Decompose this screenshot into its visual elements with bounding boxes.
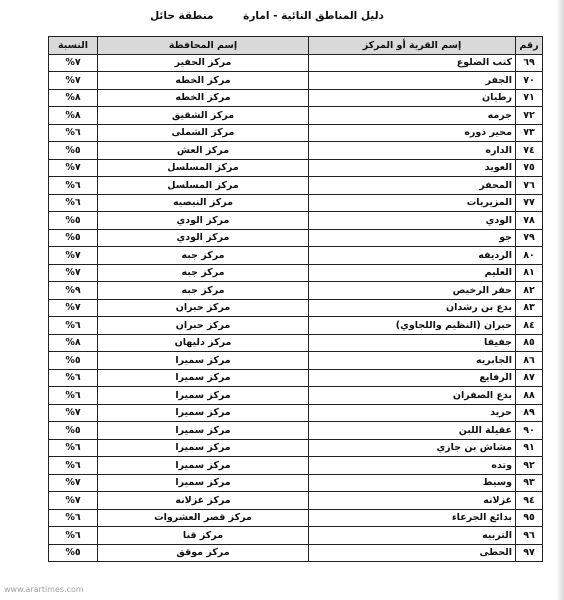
- table-header-row: [49, 37, 543, 55]
- governorate-cell: مركز المسلسل: [98, 159, 309, 177]
- row-number-cell: ٩٣: [516, 474, 543, 492]
- row-number-cell: ٩٢: [516, 457, 543, 475]
- village-name-cell: الودي: [309, 212, 516, 230]
- percentage-cell: %٥: [49, 422, 98, 440]
- percentage-cell: %٦: [49, 124, 98, 142]
- row-number-cell: ٨١: [516, 264, 543, 282]
- percentage-cell: %٧: [49, 492, 98, 510]
- percentage-cell: %٧: [49, 299, 98, 317]
- village-name-cell: جفيفا: [309, 334, 516, 352]
- village-name-cell: حفر الرخيص: [309, 282, 516, 300]
- row-number-cell: ٧٣: [516, 124, 543, 142]
- remote-areas-table: [48, 36, 543, 562]
- row-number-cell: ٩١: [516, 439, 543, 457]
- row-number-cell: ٩٠: [516, 422, 543, 440]
- table-row: [49, 404, 543, 422]
- governorate-cell: مركز سميرا: [98, 387, 309, 405]
- row-number-cell: ٧٤: [516, 142, 543, 160]
- percentage-cell: %٦: [49, 387, 98, 405]
- percentage-cell: %٧: [49, 54, 98, 72]
- governorate-cell: مركز سميرا: [98, 474, 309, 492]
- village-name-cell: مشاش بن جازي: [309, 439, 516, 457]
- table-row: [49, 369, 543, 387]
- percentage-cell: %٦: [49, 317, 98, 335]
- percentage-cell: %٧: [49, 404, 98, 422]
- village-name-cell: كتب الضلوع: [309, 54, 516, 72]
- row-number-cell: ٨٨: [516, 387, 543, 405]
- governorate-cell: مركز دليهان: [98, 334, 309, 352]
- percentage-cell: %٦: [49, 194, 98, 212]
- governorate-cell: مركز سميرا: [98, 457, 309, 475]
- percentage-cell: %٥: [49, 352, 98, 370]
- table-row: [49, 527, 543, 545]
- column-header-percentage: النسبة: [49, 37, 98, 55]
- percentage-cell: %٦: [49, 509, 98, 527]
- table-row: [49, 509, 543, 527]
- table-row: [49, 124, 543, 142]
- governorate-cell: مركز الخطه: [98, 89, 309, 107]
- governorate-cell: مركز العش: [98, 142, 309, 160]
- percentage-cell: %٥: [49, 142, 98, 160]
- row-number-cell: ٨٢: [516, 282, 543, 300]
- row-number-cell: ٧٨: [516, 212, 543, 230]
- village-name-cell: محير ذوره: [309, 124, 516, 142]
- percentage-cell: %٧: [49, 247, 98, 265]
- row-number-cell: ٨٦: [516, 352, 543, 370]
- row-number-cell: ٧٠: [516, 72, 543, 90]
- village-name-cell: رطيان: [309, 89, 516, 107]
- column-header-village: إسم القرية أو المركز: [309, 37, 516, 55]
- table-row: [49, 54, 543, 72]
- village-name-cell: الداره: [309, 142, 516, 160]
- row-number-cell: ٧٥: [516, 159, 543, 177]
- governorate-cell: مركز غزلانه: [98, 492, 309, 510]
- row-number-cell: ٨٥: [516, 334, 543, 352]
- row-number-cell: ٩٥: [516, 509, 543, 527]
- village-name-cell: بدائع الجرعاء: [309, 509, 516, 527]
- village-name-cell: الحطى: [309, 544, 516, 562]
- governorate-cell: مركز جبه: [98, 282, 309, 300]
- governorate-cell: مركز سميرا: [98, 422, 309, 440]
- table-row: [49, 299, 543, 317]
- table-row: [49, 229, 543, 247]
- percentage-cell: %٦: [49, 369, 98, 387]
- village-name-cell: عقيلة اللبن: [309, 422, 516, 440]
- table-row: [49, 492, 543, 510]
- table-row: [49, 352, 543, 370]
- row-number-cell: ٨٧: [516, 369, 543, 387]
- village-name-cell: جو: [309, 229, 516, 247]
- percentage-cell: %٨: [49, 89, 98, 107]
- governorate-cell: مركز جبه: [98, 264, 309, 282]
- governorate-cell: مركز الودي: [98, 229, 309, 247]
- table-row: [49, 439, 543, 457]
- table-row: [49, 544, 543, 562]
- table-row: [49, 457, 543, 475]
- table-row: [49, 247, 543, 265]
- row-number-cell: ٧٧: [516, 194, 543, 212]
- percentage-cell: %٨: [49, 334, 98, 352]
- scan-edge-shadow: [556, 0, 564, 600]
- row-number-cell: ٨٤: [516, 317, 543, 335]
- row-number-cell: ٧٦: [516, 177, 543, 195]
- governorate-cell: مركز موقق: [98, 544, 309, 562]
- row-number-cell: ٧٩: [516, 229, 543, 247]
- row-number-cell: ٩٤: [516, 492, 543, 510]
- village-name-cell: وسيط: [309, 474, 516, 492]
- percentage-cell: %٧: [49, 264, 98, 282]
- village-name-cell: بدع بن رشدان: [309, 299, 516, 317]
- village-name-cell: العليم: [309, 264, 516, 282]
- table-row: [49, 194, 543, 212]
- column-header-number: رقم: [516, 37, 543, 55]
- village-name-cell: حبران (النظيم واللجاوي): [309, 317, 516, 335]
- title-text: دليل المناطق النائية - امارة: [243, 10, 384, 22]
- table-body: [49, 54, 543, 562]
- percentage-cell: %٨: [49, 107, 98, 125]
- village-name-cell: الجابريه: [309, 352, 516, 370]
- governorate-cell: مركز قنا: [98, 527, 309, 545]
- table-row: [49, 334, 543, 352]
- village-name-cell: بدع الصفران: [309, 387, 516, 405]
- table-row: [49, 422, 543, 440]
- governorate-cell: مركز الحفير: [98, 54, 309, 72]
- village-name-cell: وتده: [309, 457, 516, 475]
- governorate-cell: مركز جبه: [98, 247, 309, 265]
- governorate-cell: مركز الشقيق: [98, 107, 309, 125]
- percentage-cell: %٧: [49, 474, 98, 492]
- table-row: [49, 89, 543, 107]
- governorate-cell: مركز الودي: [98, 212, 309, 230]
- watermark-text: www.arartimes.com: [4, 585, 84, 594]
- village-name-cell: العويد: [309, 159, 516, 177]
- village-name-cell: التربيه: [309, 527, 516, 545]
- table-row: [49, 142, 543, 160]
- table-row: [49, 72, 543, 90]
- governorate-cell: مركز الشملى: [98, 124, 309, 142]
- governorate-cell: مركز قصر العشروات: [98, 509, 309, 527]
- table-row: [49, 282, 543, 300]
- governorate-cell: مركز حبران: [98, 317, 309, 335]
- governorate-cell: مركز النيصيه: [98, 194, 309, 212]
- row-number-cell: ٧٢: [516, 107, 543, 125]
- table-row: [49, 387, 543, 405]
- row-number-cell: ٩٧: [516, 544, 543, 562]
- row-number-cell: ٦٩: [516, 54, 543, 72]
- village-name-cell: الرديفه: [309, 247, 516, 265]
- column-header-governorate: إسم المحافظة: [98, 37, 309, 55]
- village-name-cell: غزلانه: [309, 492, 516, 510]
- governorate-cell: مركز سميرا: [98, 404, 309, 422]
- table-row: [49, 474, 543, 492]
- percentage-cell: %٦: [49, 177, 98, 195]
- percentage-cell: %٥: [49, 544, 98, 562]
- governorate-cell: مركز سميرا: [98, 352, 309, 370]
- village-name-cell: المحفر: [309, 177, 516, 195]
- percentage-cell: %٥: [49, 229, 98, 247]
- percentage-cell: %٧: [49, 159, 98, 177]
- table-row: [49, 264, 543, 282]
- governorate-cell: مركز الخطه: [98, 72, 309, 90]
- row-number-cell: ٨٣: [516, 299, 543, 317]
- governorate-cell: مركز حبران: [98, 299, 309, 317]
- governorate-cell: مركز المسلسل: [98, 177, 309, 195]
- table-row: [49, 212, 543, 230]
- village-name-cell: حريد: [309, 404, 516, 422]
- row-number-cell: ٧١: [516, 89, 543, 107]
- percentage-cell: %٦: [49, 457, 98, 475]
- row-number-cell: ٨٩: [516, 404, 543, 422]
- table-row: [49, 317, 543, 335]
- village-name-cell: الجفر: [309, 72, 516, 90]
- governorate-cell: مركز سميرا: [98, 439, 309, 457]
- village-name-cell: الرفايع: [309, 369, 516, 387]
- percentage-cell: %٩: [49, 282, 98, 300]
- table-row: [49, 177, 543, 195]
- region-name: منطقة حائل: [150, 10, 214, 22]
- row-number-cell: ٨٠: [516, 247, 543, 265]
- governorate-cell: مركز سميرا: [98, 369, 309, 387]
- percentage-cell: %٦: [49, 439, 98, 457]
- table-row: [49, 107, 543, 125]
- percentage-cell: %٦: [49, 527, 98, 545]
- table-row: [49, 159, 543, 177]
- row-number-cell: ٩٦: [516, 527, 543, 545]
- village-name-cell: المزيريات: [309, 194, 516, 212]
- percentage-cell: %٧: [49, 72, 98, 90]
- percentage-cell: %٥: [49, 212, 98, 230]
- village-name-cell: جرمه: [309, 107, 516, 125]
- page-title: [0, 10, 564, 22]
